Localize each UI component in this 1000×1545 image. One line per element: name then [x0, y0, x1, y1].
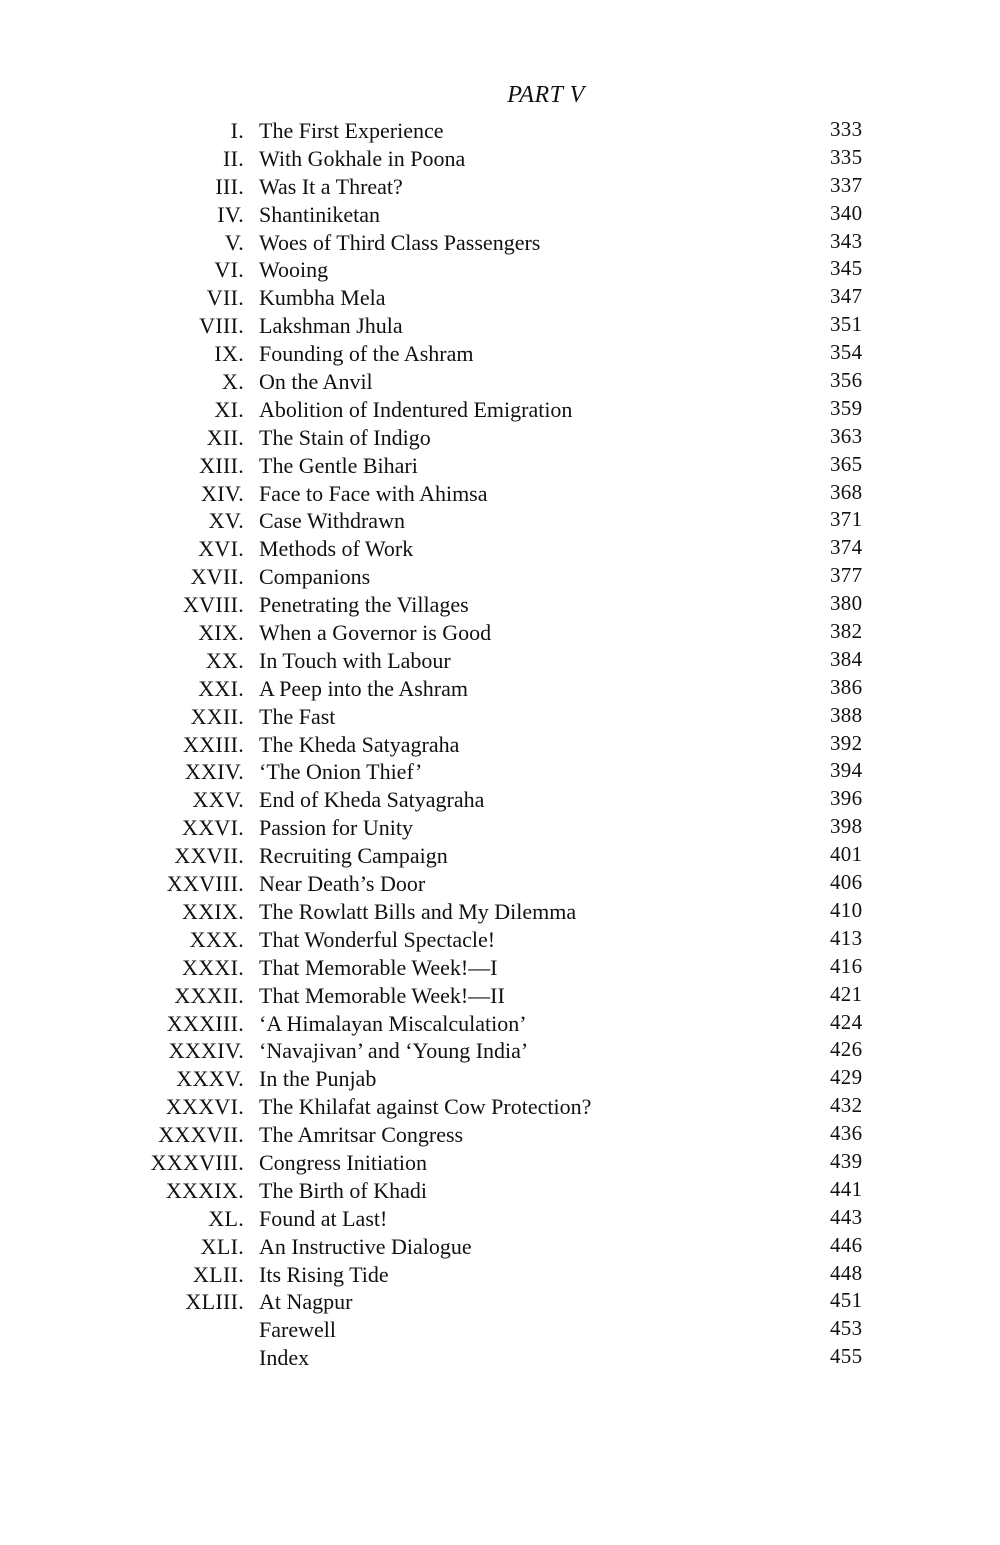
chapter-title: The Khilafat against Cow Protection? [259, 1094, 592, 1120]
toc-entry [0, 396, 1000, 424]
chapter-number: XXI. [198, 675, 244, 701]
chapter-title: Near Death’s Door [259, 871, 426, 897]
toc-entry [0, 229, 1000, 257]
page-number: 371 [830, 507, 863, 532]
toc-entry [0, 619, 1000, 647]
chapter-title: Lakshman Jhula [259, 313, 403, 339]
chapter-title: ‘Navajivan’ and ‘Young India’ [259, 1038, 529, 1064]
chapter-number: VII. [206, 285, 244, 311]
chapter-number: XXIX. [182, 898, 244, 924]
page-number: 382 [830, 619, 863, 644]
toc-entry [0, 1010, 1000, 1038]
chapter-number: XLI. [200, 1233, 244, 1259]
chapter-title: Woes of Third Class Passengers [259, 229, 541, 255]
chapter-number: I. [230, 118, 244, 143]
page-number: 337 [830, 172, 863, 197]
chapter-title: ‘A Himalayan Miscalculation’ [259, 1010, 527, 1036]
page-number: 436 [830, 1121, 863, 1146]
chapter-number: XXII. [190, 703, 244, 729]
toc-entry [0, 647, 1000, 675]
toc-entry [0, 758, 1000, 786]
chapter-number: IX. [214, 341, 244, 367]
chapter-number: XVII. [190, 564, 244, 590]
page-number: 374 [830, 535, 863, 560]
chapter-number: VI. [214, 257, 244, 283]
chapter-number: XVI. [198, 536, 244, 562]
toc-entry [0, 1037, 1000, 1065]
page-number: 432 [830, 1093, 863, 1118]
chapter-title: The Kheda Satyagraha [259, 731, 460, 757]
toc-entry [0, 842, 1000, 870]
toc-entry [0, 563, 1000, 591]
chapter-title: An Instructive Dialogue [259, 1233, 472, 1259]
page-number: 388 [830, 702, 863, 727]
toc-entry [0, 591, 1000, 619]
chapter-number: XIV. [201, 480, 244, 506]
toc-entry [0, 1261, 1000, 1289]
chapter-number: II. [222, 145, 244, 171]
chapter-title: Companions [259, 564, 371, 590]
page-number: 455 [830, 1344, 863, 1369]
toc-entry [0, 173, 1000, 201]
page-number: 380 [830, 591, 863, 616]
page-number: 365 [830, 451, 863, 476]
page-number: 413 [830, 925, 863, 950]
chapter-title: A Peep into the Ashram [259, 675, 468, 701]
chapter-title: Founding of the Ashram [259, 341, 474, 367]
chapter-title: The Amritsar Congress [259, 1122, 464, 1148]
chapter-title: That Wonderful Spectacle! [259, 926, 496, 952]
chapter-title: That Memorable Week!—I [259, 954, 498, 980]
page-number: 351 [830, 312, 863, 337]
page-number: 421 [830, 981, 863, 1006]
chapter-title: Kumbha Mela [259, 285, 386, 311]
toc-entry [0, 340, 1000, 368]
page-number: 347 [830, 284, 863, 309]
chapter-title: Face to Face with Ahimsa [259, 480, 488, 506]
chapter-title: The First Experience [259, 118, 444, 143]
chapter-title: Methods of Work [259, 536, 414, 562]
chapter-title: At Nagpur [259, 1289, 353, 1315]
toc-entry [0, 926, 1000, 954]
chapter-title: Index [259, 1345, 310, 1371]
toc-entry [0, 814, 1000, 842]
chapter-title: Penetrating the Villages [259, 592, 469, 618]
chapter-title: That Memorable Week!—II [259, 982, 505, 1008]
toc-entry [0, 1233, 1000, 1261]
page-number: 359 [830, 395, 863, 420]
toc-entry [0, 256, 1000, 284]
chapter-number: XXX. [189, 926, 244, 952]
page-number: 333 [830, 117, 863, 141]
page-number: 394 [830, 758, 863, 783]
chapter-title: With Gokhale in Poona [259, 145, 466, 171]
toc-entry [0, 1093, 1000, 1121]
chapter-number: XXXVIII. [150, 1149, 244, 1175]
chapter-title: The Stain of Indigo [259, 424, 431, 450]
chapter-number: XXXVI. [165, 1094, 244, 1120]
toc-entry [0, 1177, 1000, 1205]
chapter-number: VIII. [199, 313, 244, 339]
page-number: 392 [830, 730, 863, 755]
page-number: 424 [830, 1009, 863, 1034]
chapter-title: In Touch with Labour [259, 647, 451, 673]
page-number: 410 [830, 897, 863, 922]
page-number: 439 [830, 1148, 863, 1173]
chapter-number: X. [222, 369, 244, 395]
toc-entry [0, 1065, 1000, 1093]
toc-entry [0, 201, 1000, 229]
toc-entry [0, 703, 1000, 731]
page-number: 443 [830, 1204, 863, 1229]
chapter-title: The Gentle Bihari [259, 452, 418, 478]
page-number: 448 [830, 1260, 863, 1285]
page-number: 384 [830, 646, 863, 671]
chapter-number: XLIII. [185, 1289, 244, 1315]
table-of-contents [0, 117, 1000, 1372]
page-number: 446 [830, 1232, 863, 1257]
chapter-number: XV. [208, 508, 244, 534]
chapter-number: XXXIV. [168, 1038, 244, 1064]
chapter-title: On the Anvil [259, 369, 373, 395]
page-number: 377 [830, 563, 863, 588]
page-number: 335 [830, 144, 863, 169]
chapter-title: End of Kheda Satyagraha [259, 787, 485, 813]
chapter-number: XVIII. [182, 592, 244, 618]
page-number: 386 [830, 674, 863, 699]
chapter-number: XXXVII. [158, 1122, 244, 1148]
toc-entry [0, 1149, 1000, 1177]
chapter-title: Farewell [259, 1317, 336, 1343]
chapter-number: XXXV. [176, 1066, 244, 1092]
toc-entry [0, 1316, 1000, 1344]
page-number: 356 [830, 368, 863, 393]
chapter-title: The Rowlatt Bills and My Dilemma [259, 898, 577, 924]
page-number: 441 [830, 1176, 863, 1201]
chapter-number: XX. [205, 647, 244, 673]
toc-entry [0, 424, 1000, 452]
chapter-number: XXVIII. [166, 871, 244, 897]
chapter-title: Passion for Unity [259, 815, 413, 841]
page-number: 363 [830, 423, 863, 448]
toc-entry [0, 284, 1000, 312]
page-number: 354 [830, 340, 863, 365]
page-number: 396 [830, 786, 863, 811]
chapter-number: XL. [208, 1205, 244, 1231]
chapter-number: XII. [206, 424, 244, 450]
page-number: 343 [830, 228, 863, 253]
toc-entry [0, 368, 1000, 396]
chapter-title: Case Withdrawn [259, 508, 405, 534]
toc-entry [0, 786, 1000, 814]
chapter-number: III. [215, 173, 244, 199]
toc-entry [0, 145, 1000, 173]
page-number: 426 [830, 1037, 863, 1062]
chapter-number: XXXIX. [165, 1177, 244, 1203]
toc-entry [0, 452, 1000, 480]
chapter-number: V. [224, 229, 244, 255]
toc-entry [0, 507, 1000, 535]
toc-entry [0, 954, 1000, 982]
chapter-number: XLII. [193, 1261, 244, 1287]
toc-entry [0, 535, 1000, 563]
chapter-title: In the Punjab [259, 1066, 377, 1092]
toc-entry [0, 1288, 1000, 1316]
chapter-title: Wooing [259, 257, 329, 283]
chapter-number: XXXI. [182, 954, 244, 980]
page-number: 453 [830, 1316, 863, 1341]
page-number: 416 [830, 953, 863, 978]
toc-entry [0, 480, 1000, 508]
page-number: 368 [830, 479, 863, 504]
toc-entry [0, 675, 1000, 703]
chapter-title: Abolition of Indentured Emigration [259, 396, 573, 422]
page-number: 429 [830, 1065, 863, 1090]
chapter-number: XXXIII. [166, 1010, 244, 1036]
chapter-number: XI. [214, 396, 244, 422]
chapter-title: Recruiting Campaign [259, 843, 448, 869]
toc-entry [0, 1205, 1000, 1233]
toc-entry [0, 117, 1000, 145]
chapter-number: XIX. [198, 620, 244, 646]
chapter-title: The Birth of Khadi [259, 1177, 428, 1203]
chapter-title: Congress Initiation [259, 1149, 428, 1175]
chapter-title: When a Governor is Good [259, 620, 492, 646]
page-number: 340 [830, 200, 863, 225]
toc-entry [0, 1121, 1000, 1149]
toc-entry [0, 731, 1000, 759]
part-heading: PART V [507, 82, 585, 108]
chapter-number: XXIV. [184, 759, 244, 785]
page-number: 406 [830, 870, 863, 895]
chapter-number: XXVI. [182, 815, 244, 841]
page-number: 345 [830, 256, 863, 281]
chapter-title: ‘The Onion Thief’ [259, 759, 423, 785]
chapter-number: IV. [217, 201, 244, 227]
chapter-title: The Fast [259, 703, 336, 729]
toc-entry [0, 898, 1000, 926]
chapter-title: Found at Last! [259, 1205, 388, 1231]
page-number: 451 [830, 1288, 863, 1313]
toc-entry [0, 312, 1000, 340]
toc-entry [0, 870, 1000, 898]
chapter-number: XXXII. [174, 982, 244, 1008]
chapter-number: XIII. [199, 452, 244, 478]
toc-entry [0, 1344, 1000, 1372]
chapter-number: XXV. [192, 787, 244, 813]
chapter-number: XXVII. [174, 843, 244, 869]
chapter-title: Shantiniketan [259, 201, 380, 227]
page-number: 398 [830, 814, 863, 839]
toc-entry [0, 982, 1000, 1010]
chapter-number: XXIII. [182, 731, 244, 757]
page-number: 401 [830, 842, 863, 867]
chapter-title: Was It a Threat? [259, 173, 403, 199]
chapter-title: Its Rising Tide [259, 1261, 389, 1287]
